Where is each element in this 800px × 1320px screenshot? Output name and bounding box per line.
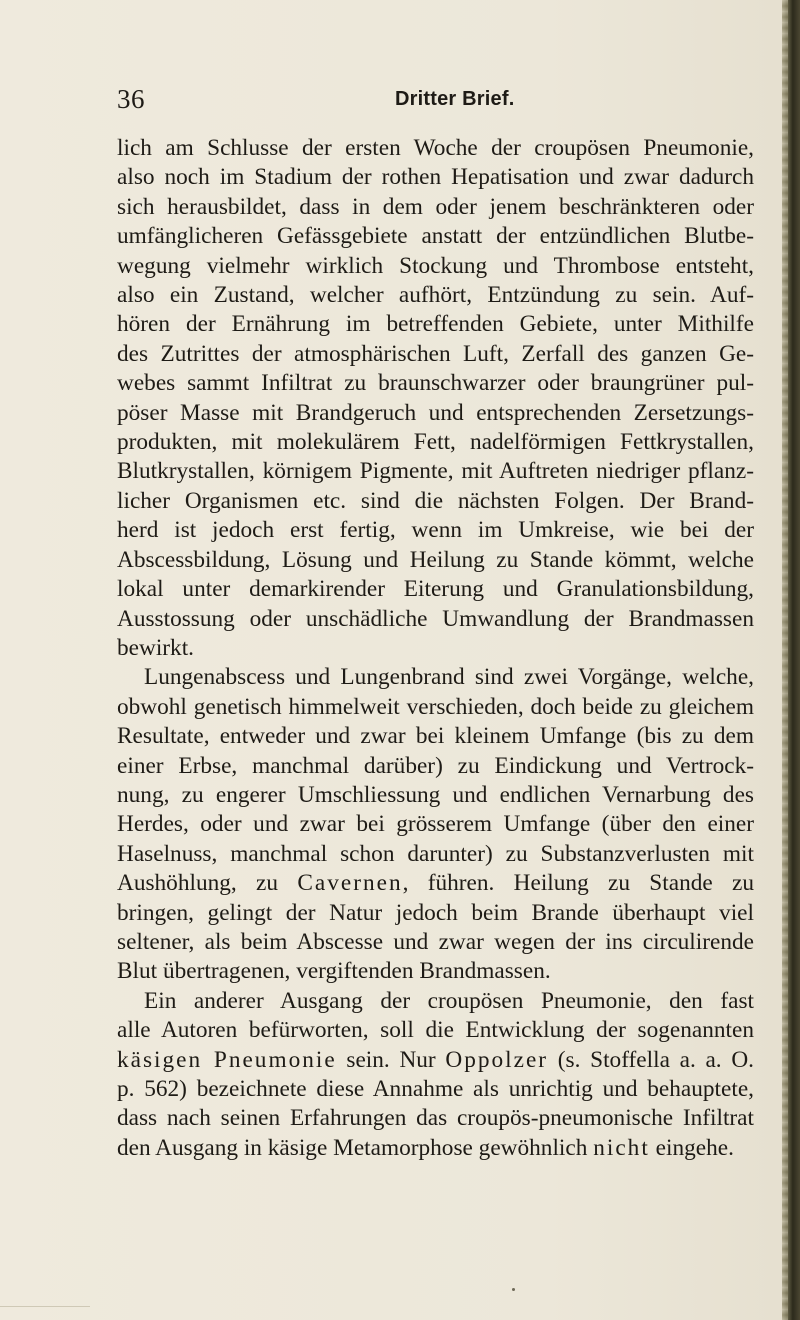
- text-line: sich herausbildet, dass in dem oder jenem beschränkteren oder: [117, 193, 754, 220]
- text-line: webes sammt Infiltrat zu braunschwarzer oder braungrüner pul-: [117, 370, 754, 397]
- page-number: 36: [117, 84, 145, 114]
- text-line: seltener, als beim Abscesse und zwar wegen der ins circulirende: [117, 928, 754, 955]
- text-line: obwohl genetisch himmelweit verschieden, doch beide zu gleichem: [117, 693, 754, 720]
- body-text: [117, 134, 754, 1163]
- text-line: Resultate, entweder und zwar bei kleinem Umfange (bis zu dem: [117, 723, 754, 750]
- text-line: bewirkt.: [117, 634, 194, 661]
- text-line: umfänglicheren Gefässgebiete anstatt der entzündlichen Blutbe-: [117, 223, 754, 250]
- text-line: hören der Ernährung im betreffenden Gebiete, unter Mithilfe: [117, 311, 754, 338]
- running-head: Dritter Brief.: [395, 88, 515, 110]
- page-bottom-shadow: [0, 1306, 90, 1307]
- text-line: Blut übertragenen, vergiftenden Brandmassen.: [117, 958, 551, 985]
- text-segment: den Ausgang in käsige Metamorphose gewöhnlich: [117, 1134, 588, 1161]
- text-line-cavernen: [117, 869, 754, 898]
- text-line: Ein anderer Ausgang der croupösen Pneumonie, den fast: [144, 987, 754, 1014]
- text-line: wegung vielmehr wirklich Stockung und Thrombose entsteht,: [117, 252, 754, 279]
- text-line: also noch im Stadium der rothen Hepatisation und zwar dadurch: [117, 164, 754, 191]
- text-line: Abscessbildung, Lösung und Heilung zu Stande kömmt, welche: [117, 546, 754, 573]
- text-line: p. 562) bezeichnete diese Annahme als unrichtig und behauptete,: [117, 1076, 754, 1102]
- text-line: einer Erbse, manchmal darüber) zu Eindickung und Vertrock-: [117, 752, 754, 779]
- text-line: dass nach seinen Erfahrungen das croupös-pneumonische Infiltrat: [117, 1105, 754, 1132]
- text-line: Blutkrystallen, körnigem Pigmente, mit Auftreten niedriger pflanz-: [117, 458, 754, 485]
- text-line: pöser Masse mit Brandgeruch und entsprechenden Zersetzungs-: [117, 399, 754, 426]
- text-line: Lungenabscess und Lungenbrand sind zwei Vorgänge, welche,: [144, 664, 754, 691]
- text-line: herd ist jedoch erst fertig, wenn im Umkreise, wie bei der: [117, 517, 754, 544]
- emphasized-term: käsigen Pneumonie: [117, 1046, 337, 1073]
- text-line: des Zutrittes der atmosphärischen Luft, Zerfall des ganzen Ge-: [117, 340, 754, 367]
- text-line-nicht: [117, 1134, 754, 1163]
- text-segment: eingehe.: [655, 1134, 734, 1161]
- text-line: produkten, mit molekulärem Fett, nadelförmigen Fettkrystallen,: [117, 429, 754, 456]
- page-edge-texture: [782, 0, 788, 1320]
- text-segment: (s. Stoffella a. a. O.: [557, 1046, 754, 1073]
- text-segment: , führen. Heilung zu Stande zu: [402, 870, 755, 897]
- emphasized-word: Cavernen: [297, 870, 403, 897]
- text-segment: sein. Nur: [346, 1046, 436, 1073]
- ink-speck: [512, 1288, 515, 1291]
- text-line: lokal unter demarkirender Eiterung und Granulationsbildung,: [117, 576, 754, 603]
- text-line: Haselnuss, manchmal schon darunter) zu Substanzverlusten mit: [117, 840, 754, 867]
- author-name: Oppolzer: [445, 1046, 549, 1073]
- text-line: also ein Zustand, welcher aufhört, Entzündung zu sein. Auf-: [117, 282, 754, 309]
- text-line: lich am Schlusse der ersten Woche der croupösen Pneumonie,: [117, 135, 754, 161]
- text-line: Herdes, oder und zwar bei grösserem Umfange (über den einer: [117, 811, 754, 838]
- text-line: licher Organismen etc. sind die nächsten Folgen. Der Brand-: [117, 487, 754, 514]
- text-line: nung, zu engerer Umschliessung und endlichen Vernarbung des: [117, 781, 754, 808]
- text-line-kaesige: [117, 1046, 754, 1075]
- text-line: alle Autoren befürworten, soll die Entwicklung der sogenannten: [117, 1017, 754, 1044]
- emphasized-word: nicht: [593, 1134, 650, 1161]
- text-line: bringen, gelingt der Natur jedoch beim Brande überhaupt viel: [117, 899, 754, 926]
- page-header: [0, 84, 782, 124]
- text-segment: Aushöhlung, zu: [117, 870, 279, 897]
- text-line: Ausstossung oder unschädliche Umwandlung der Brandmassen: [117, 605, 754, 632]
